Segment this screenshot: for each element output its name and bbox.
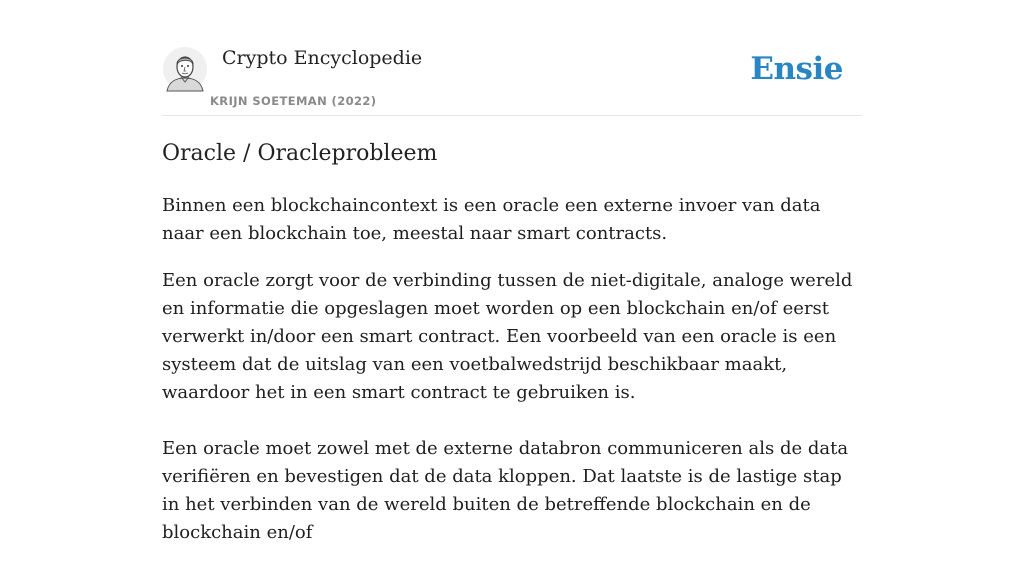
entry-body [162,192,862,566]
author-portrait-icon[interactable] [163,47,207,91]
paragraph: Een oracle zorgt voor de verbinding tussen de niet-digitale, analoge wereld en informatie die opgeslagen moet worden op een blockchain en/of eerst verwerkt in/door een smart contract. Een voorbeeld van een oracle is een systeem dat de uitslag van een voetbalwedstrijd beschikbaar maakt, waardoor het in een smart contract te gebruiken is. [162,270,853,403]
paragraph: Een oracle moet zowel met de externe databron communiceren als de data verifiëren en bevestigen dat de data kloppen. Dat laatste is de lastige stap in het verbinden van de wereld buiten de betreffende blockchain en de blockchain en/of [162,438,849,543]
article-header [162,0,862,116]
article-container [162,0,862,543]
entry-title: Oracle / Oracleprobleem [162,141,438,166]
paragraph: Binnen een blockchaincontext is een oracle een externe invoer van data naar een blockchain toe, meestal naar smart contracts. [162,195,821,244]
ensie-logo[interactable]: Ensie [750,51,843,87]
encyclopedia-title[interactable]: Crypto Encyclopedie [222,47,423,69]
author-name[interactable]: KRIJN SOETEMAN (2022) [210,94,377,108]
